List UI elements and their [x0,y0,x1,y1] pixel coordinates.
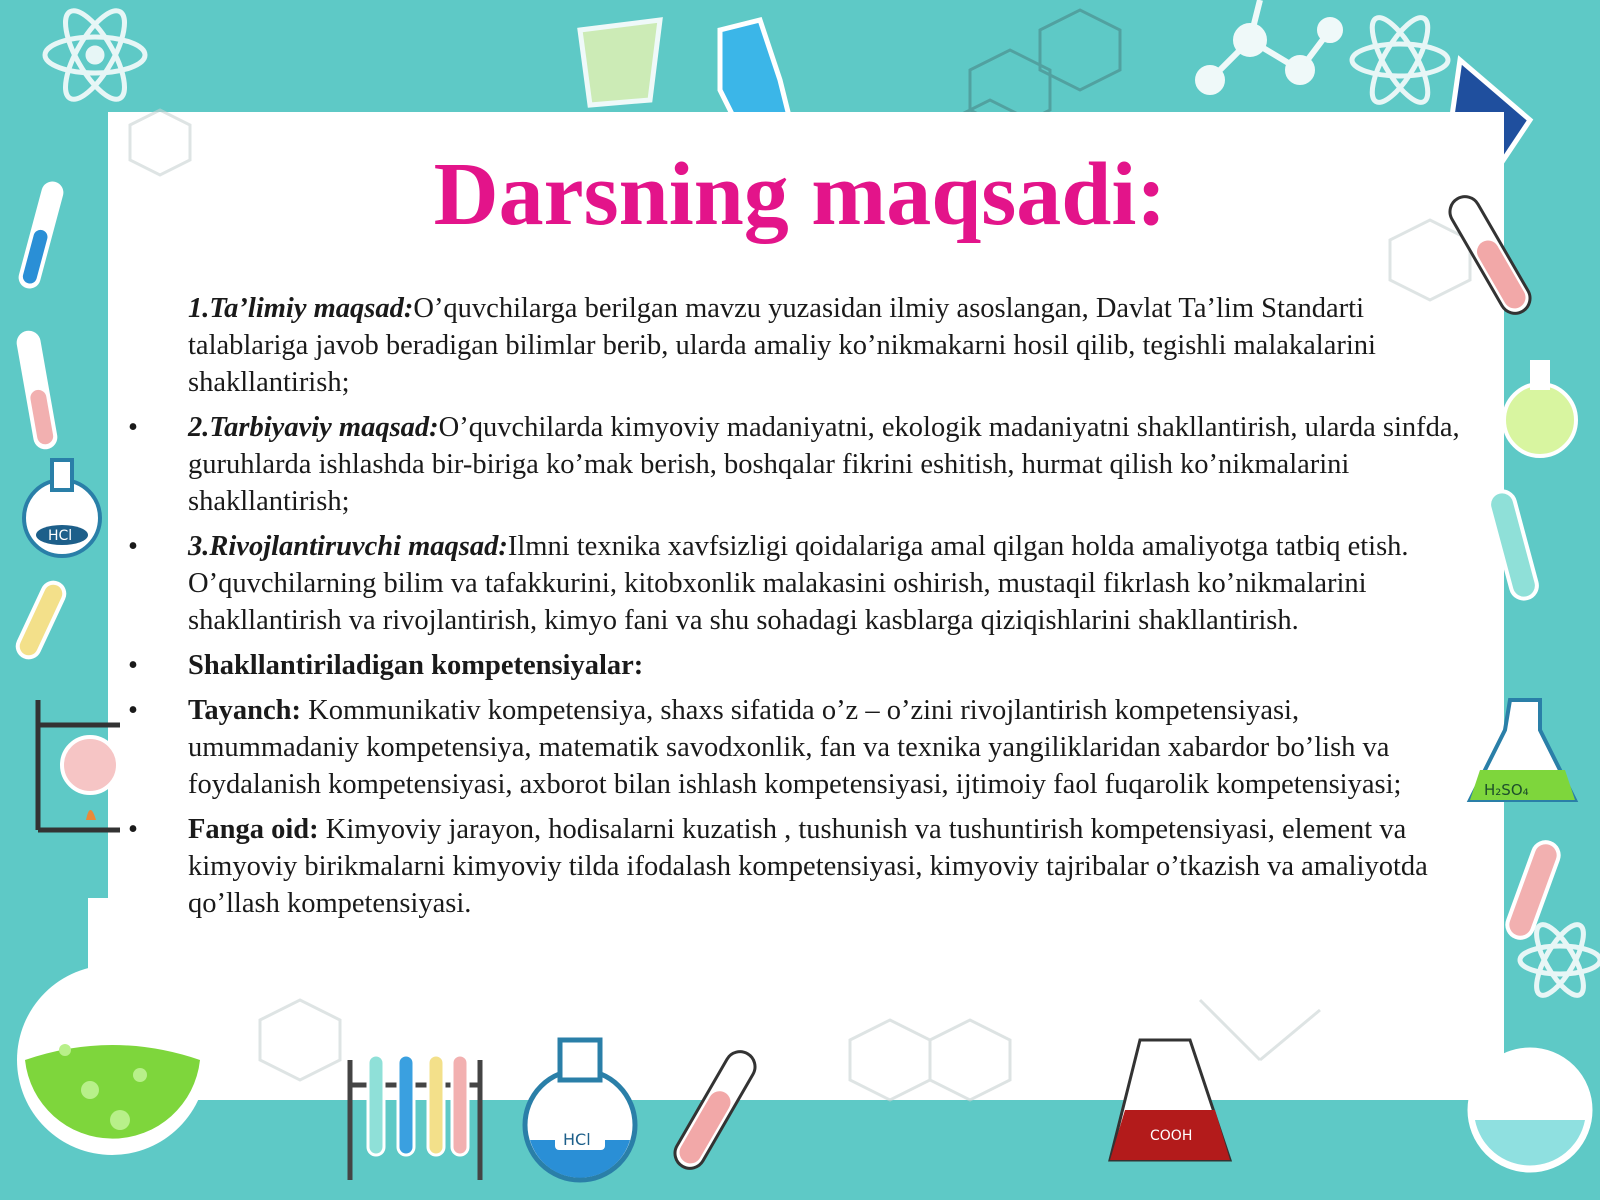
test-tube-icon [14,179,68,661]
burner-stand-icon [38,700,120,830]
paragraph-text: Kommunikativ kompetensiya, shaxs sifatida o’z – o’zini rivojlantirish kompetensiyasi, umummadaniy kompetensiya, matematik savodxonlik, fan va texnika yangiliklaridan xabardor bo’lish va foydalanish kompetensiyasi, axborot bilan ishlash kompetensiyasi, ijtimoiy faol fuqarolik kompetensiyasi; [188,695,1402,800]
bullet-marker: • [128,695,138,726]
competencies-subject [128,811,1468,922]
slide-content [128,290,1468,930]
goal-upbringing [128,409,1468,520]
svg-text:HCl: HCl [563,1130,591,1149]
flask-icon [1470,1050,1590,1170]
tube-rack-icon [350,1055,480,1180]
paragraph-text: Kimyoviy jarayon, hodisalarni kuzatish , tushunish va tushuntirish kompetensiyasi, element va kimyoviy birikmalarni kimyoviy tilda ifodalash kompetensiyasi, kimyoviy tajribalar o’tkazish va amaliyotda qo’llash kompetensiyasi. [188,814,1428,919]
svg-text:H₂SO₄: H₂SO₄ [1484,781,1529,799]
paragraph-label: Shakllantiriladigan kompetensiyalar: [188,650,644,681]
bullet-marker: • [128,531,138,562]
paragraph-text: Ilmni texnika xavfsizligi qoidalariga amal qilgan holda amaliyotga tatbiq etish. O’quvchilarning bilim va tafakkurini, kitobxonlik malakasini oshirish, mustaqil fikrlash ko’nikmalarini shakllantirish va rivojlantirish, kimyo fani va shu sohadagi kasblarga qiziqishlarini shakllantirish. [188,531,1409,636]
svg-text:HCl: HCl [48,528,73,544]
paragraph-label: 1.Ta’limiy maqsad: [188,293,414,324]
paragraph-text: O’quvchilarda kimyoviy madaniyatni, ekologik madaniyatni shakllantirish, ularda sinfda, guruhlarda ishlashda bir-biriga ko’mak berish, boshqalar fikrini eshitish, hurmat qilish ko’nikmalarini shakllantirish; [188,412,1460,517]
paragraph-label: 3.Rivojlantiruvchi maqsad: [188,531,508,562]
paragraph-label: 2.Tarbiyaviy maqsad: [188,412,439,443]
atom-icon [1352,10,1448,109]
bullet-marker: • [128,650,138,681]
bullet-marker: • [128,412,138,443]
atom-icon [45,3,145,108]
slide-title: Darsning maqsadi: [433,145,1167,244]
goal-developmental [128,528,1468,639]
competencies-heading [128,647,1468,684]
paragraph-text: O’quvchilarga berilgan mavzu yuzasidan ilmiy asoslangan, Davlat Ta’lim Standarti talablariga javob beradigan bilimlar berib, ularda amaliy ko’nikmakarni hosil qilib, tegishli malakalarini shakllantirish; [188,293,1376,398]
svg-text:COOH: COOH [1150,1128,1193,1144]
goal-educational [188,290,1468,401]
flask-icon [24,460,100,556]
molecule-icon [1198,0,1340,92]
paragraph-label: Fanga oid: [188,814,319,845]
competencies-core [128,692,1468,803]
paragraph-label: Tayanch: [188,695,301,726]
bullet-marker: • [128,814,138,845]
